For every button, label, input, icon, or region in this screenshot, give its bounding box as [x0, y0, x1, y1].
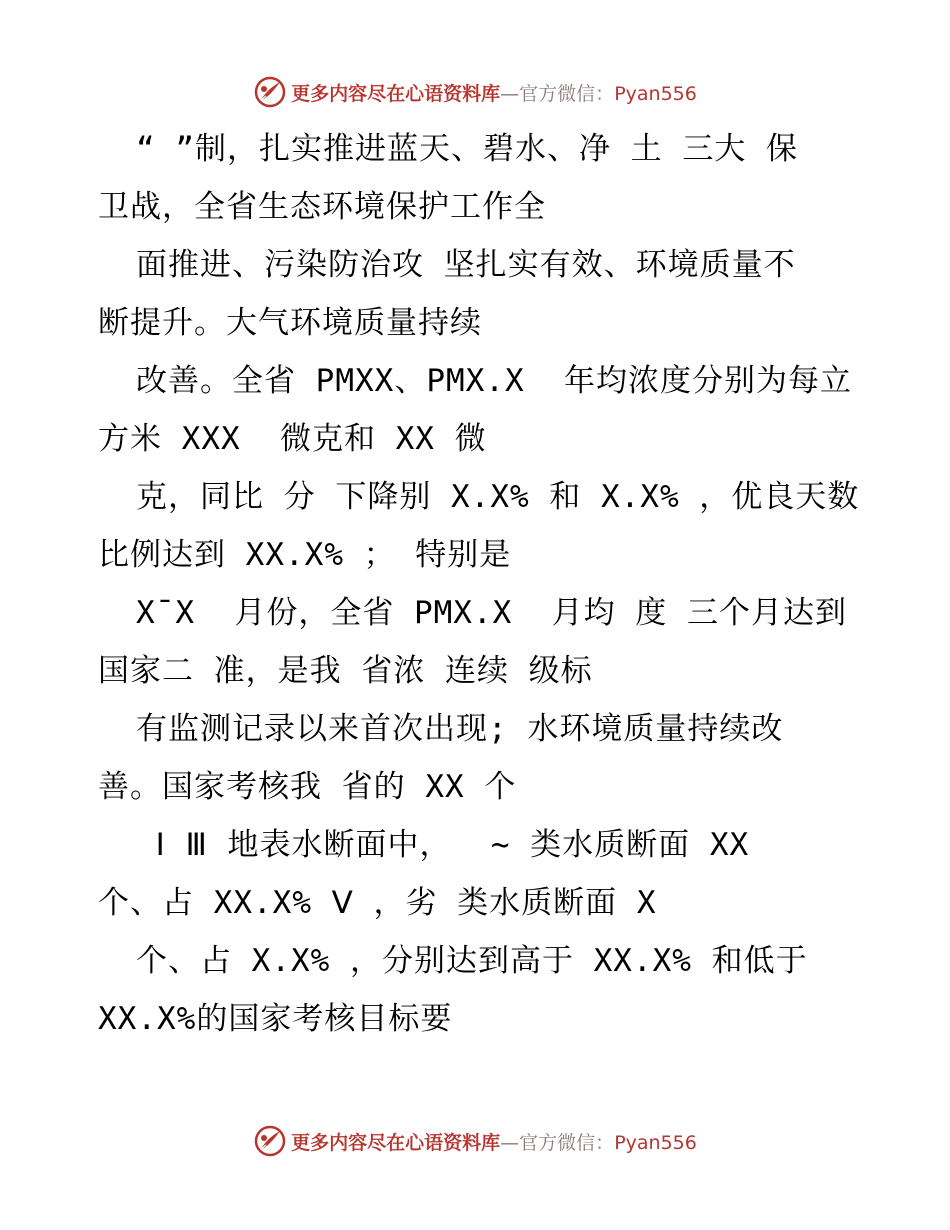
header-banner	[0, 72, 950, 112]
footer-text	[291, 1128, 697, 1155]
quill-logo-icon	[253, 75, 287, 109]
header-text	[291, 79, 697, 106]
body-line: X¯X 月份，全省 PMX.X 月均 度 三个月达到	[136, 595, 847, 631]
body-line: 面推进、污染防治攻 坚扎实有效、环境质量不	[136, 247, 796, 283]
document-body	[98, 120, 898, 1048]
body-line: “ ”制，扎实推进蓝天、碧水、净 土 三大 保	[136, 131, 798, 167]
header-wechat-id: Pyan556	[614, 82, 697, 105]
body-line: 比例达到 XX.X% ； 特别是	[98, 537, 512, 573]
body-line: 国家二 准，是我 省浓 连续 级标	[98, 653, 593, 689]
body-line: 卫战，全省生态环境保护工作全	[98, 189, 546, 225]
footer-main-text: 更多内容尽在心语资料库	[291, 1131, 501, 1154]
header-official-label: 官方微信：	[519, 82, 615, 105]
body-line: Ⅰ Ⅲ 地表水断面中， ~ 类水质断面 XX	[136, 827, 750, 863]
footer-official-label: 官方微信：	[519, 1131, 615, 1154]
body-line: 个、占 X.X% ，分别达到高于 XX.X% 和低于	[136, 943, 808, 979]
header-separator: —	[500, 82, 520, 105]
footer-wechat-id: Pyan556	[614, 1131, 697, 1154]
body-line: 个、占 XX.X% Ⅴ ，劣 类水质断面 X	[98, 885, 657, 921]
footer-banner	[0, 1121, 950, 1161]
body-line: 善。国家考核我 省的 XX 个	[98, 769, 517, 805]
body-line: 有监测记录以来首次出现; 水环境质量持续改	[136, 711, 784, 747]
quill-logo-icon	[253, 1124, 287, 1158]
body-line: 改善。全省 PMXX、PMX.X 年均浓度分别为每立	[136, 363, 852, 399]
body-line: 方米 XXX 微克和 XX 微	[98, 421, 487, 457]
footer-separator: —	[500, 1131, 520, 1154]
body-line: 断提升。大气环境质量持续	[98, 305, 482, 341]
header-main-text: 更多内容尽在心语资料库	[291, 82, 501, 105]
body-line: XX.X%的国家考核目标要	[98, 1001, 453, 1037]
body-line: 克，同比 分 下降别 X.X% 和 X.X% ，优良天数	[136, 479, 860, 515]
